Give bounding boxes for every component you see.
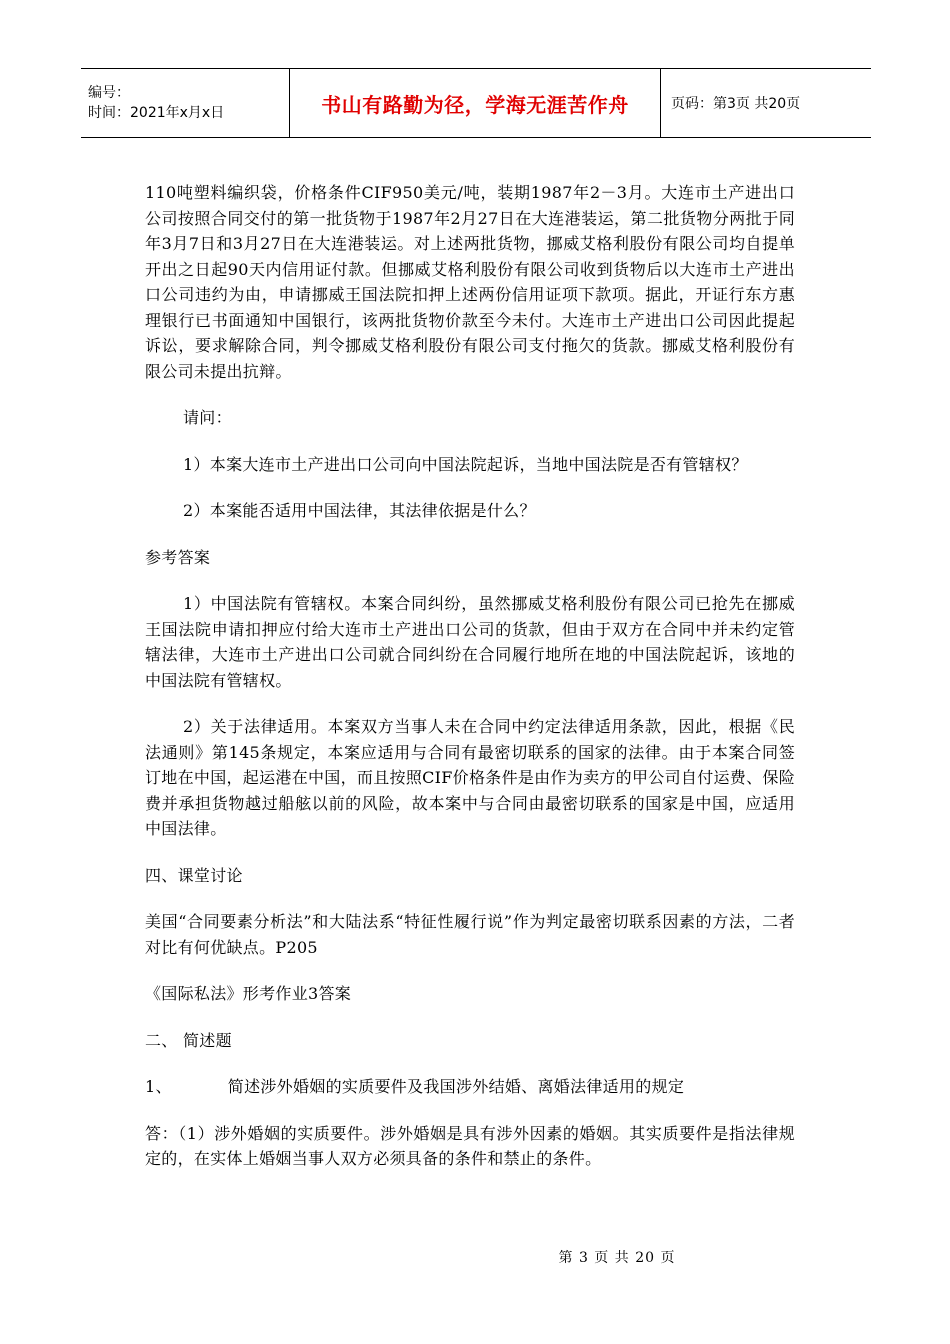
section-2-heading: 二、 简述题 (145, 1030, 232, 1050)
header-table (81, 68, 871, 138)
header-motto-cell (290, 69, 661, 137)
question-number: 1、 (145, 1077, 172, 1096)
motto-text: 书山有路勤为径，学海无涯苦作舟 (321, 92, 629, 117)
discussion-paragraph: 美国“合同要素分析法”和大陆法系“特征性履行说”作为判定最密切联系因素的方法，二者对比有何优缺点。P205 (145, 912, 795, 957)
question-heading: 请问： (183, 408, 232, 427)
question-2: 2）本案能否适用中国法律，其法律依据是什么？ (183, 501, 536, 520)
page-footer: 第 3 页 共 20 页 (558, 1250, 676, 1266)
answer-paragraph: 答：（1）涉外婚姻的实质要件。涉外婚姻是具有涉外因素的婚姻。其实质要件是指法律规定的，在实体上婚姻当事人双方必须具备的条件和禁止的条件。 (145, 1123, 795, 1168)
question-text: 简述涉外婚姻的实质要件及我国涉外结婚、离婚法律适用的规定 (227, 1077, 685, 1096)
answer-2: 2）关于法律适用。本案双方当事人未在合同中约定法律适用条款，因此，根据《民法通则》第145条规定，本案应适用与合同有最密切联系的国家的法律。由于本案合同签订地在中国，起运港在中国，而且按照CIF价格条件是由作为卖方的甲公司自付运费、保险费并承担货物越过船舷以前的风险，故本案中与合同由最密切联系的国家是中国，应适用中国法律。 (145, 717, 795, 838)
assignment-title: 《国际私法》形考作业3答案 (145, 984, 352, 1003)
number-label: 编号： (88, 85, 130, 101)
page-info: 页码：第3页 共20页 (671, 96, 801, 112)
answer-1: 1）中国法院有管辖权。本案合同纠纷，虽然挪威艾格利股份有限公司已抢先在挪威王国法院申请扣押应付给大连市土产进出口公司的货款，但由于双方在合同中并未约定管辖法律，大连市土产进出口公司就合同纠纷在合同履行地所在地的中国法院起诉，该地的中国法院有管辖权。 (145, 594, 795, 690)
question-item (145, 1074, 795, 1100)
case-facts-paragraph: 110吨塑料编织袋，价格条件CIF950美元/吨，装期1987年2－3月。大连市土产进出口公司按照合同交付的第一批货物于1987年2月27日在大连港装运，第二批货物分两批于同年3月7日和3月27日在大连港装运。对上述两批货物，挪威艾格利股份有限公司均自提单开出之日起90天内信用证付款。但挪威艾格利股份有限公司收到货物后以大连市土产进出口公司违约为由，申请挪威王国法院扣押上述两份信用证项下款项。据此，开证行东方惠理银行已书面通知中国银行，该两批货物价款至今未付。大连市土产进出口公司因此提起诉讼，要求解除合同，判令挪威艾格利股份有限公司支付拖欠的货款。挪威艾格利股份有限公司未提出抗辩。 (145, 183, 795, 381)
document-body (145, 180, 795, 1172)
header-page-info-cell (661, 69, 800, 137)
time-label: 时间：2021年x月x日 (88, 105, 225, 121)
section-4-heading: 四、课堂讨论 (145, 865, 243, 885)
question-1: 1）本案大连市土产进出口公司向中国法院起诉，当地中国法院是否有管辖权？ (183, 454, 748, 474)
header-meta (81, 69, 290, 137)
reference-answer-heading: 参考答案 (145, 547, 211, 567)
